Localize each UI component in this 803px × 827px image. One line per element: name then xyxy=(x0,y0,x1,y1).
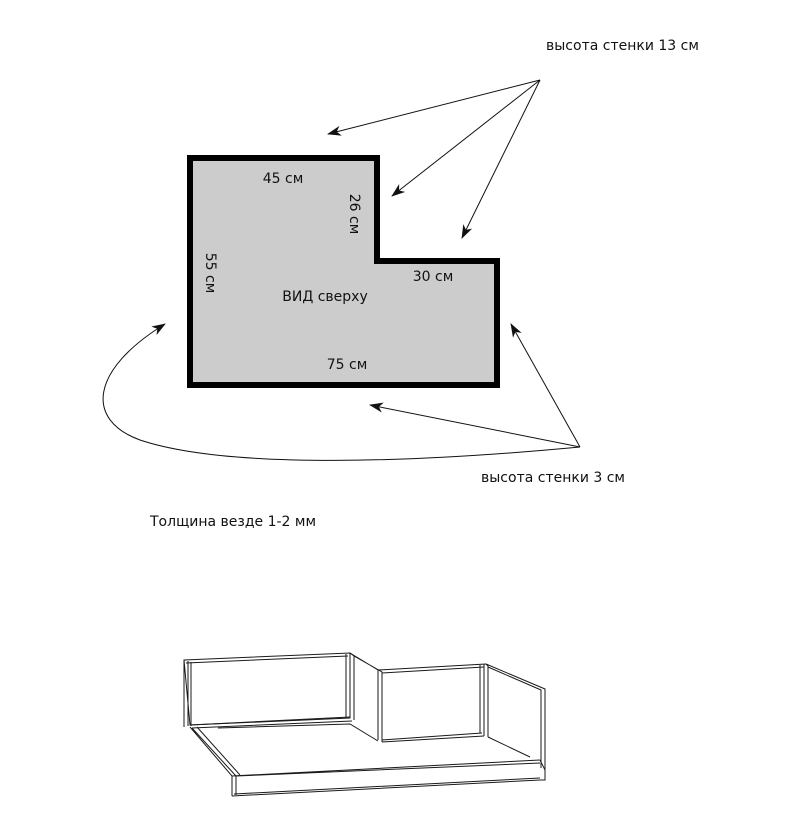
thickness-note: Толщина везде 1-2 мм xyxy=(150,514,317,530)
callout-high-wall xyxy=(328,38,699,238)
callout-low-wall-label: высота стенки 3 см xyxy=(481,470,625,486)
top-view-plan xyxy=(190,158,497,385)
arrow-low-wall-bottom xyxy=(370,405,580,447)
dim-notch-depth-26: 26 см xyxy=(346,193,362,235)
isometric-wireframe xyxy=(184,653,545,796)
callout-high-wall-label: высота стенки 13 см xyxy=(546,38,699,54)
dim-top-45: 45 см xyxy=(262,171,304,187)
arrow-high-wall-notch-bottom xyxy=(462,80,540,238)
dim-bottom-75: 75 см xyxy=(326,357,368,373)
arrow-low-wall-right xyxy=(511,324,580,447)
arrow-high-wall-notch-side xyxy=(392,80,540,196)
dim-left-55: 55 см xyxy=(202,252,218,294)
arrow-high-wall-top xyxy=(328,80,540,134)
view-label: ВИД сверху xyxy=(282,289,368,305)
dim-notch-width-30: 30 см xyxy=(412,269,454,285)
